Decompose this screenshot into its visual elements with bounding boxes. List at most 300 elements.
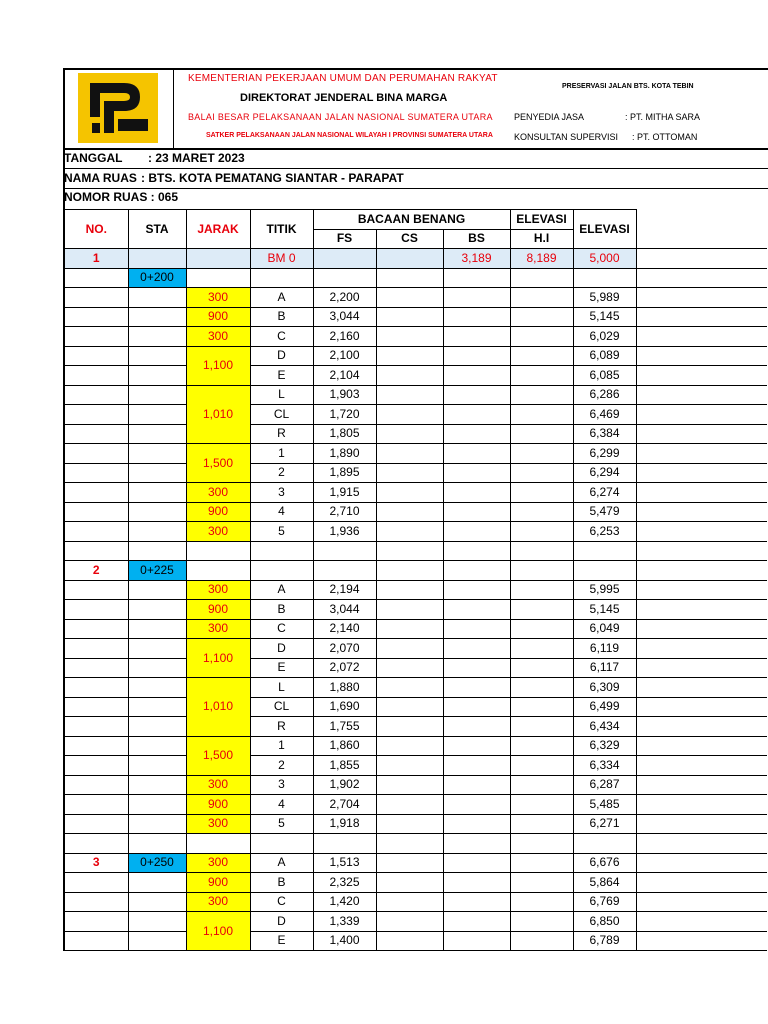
bs-cell [443,775,510,795]
hi-cell [510,853,573,873]
spacer-cell [376,834,443,854]
row-tail [636,502,767,522]
row-tail [636,658,767,678]
sta-blank [128,892,186,912]
table-row [64,522,767,542]
hi-cell [510,912,573,932]
spacer-cell [128,834,186,854]
bs-cell [443,736,510,756]
elevasi-cell: 6,469 [573,405,636,425]
row-tail [636,385,767,405]
sta-blank [128,697,186,717]
sta-blank [128,405,186,425]
bm-fs [313,249,376,269]
fs-cell: 2,200 [313,288,376,308]
info-divider [63,168,768,169]
fs-cell: 1,903 [313,385,376,405]
row-tail [636,522,767,542]
table-row [64,346,767,366]
sta-blank [376,561,443,581]
bm-jarak [186,249,250,269]
fs-cell: 2,160 [313,327,376,347]
table-row [64,814,767,834]
table-row [64,658,767,678]
fs-cell: 1,690 [313,697,376,717]
cs-cell [376,697,443,717]
bs-cell [443,639,510,659]
table-row [64,307,767,327]
elevasi-cell: 6,499 [573,697,636,717]
no-blank [64,405,128,425]
bs-cell [443,366,510,386]
sta-row [64,853,767,873]
sta-blank [443,268,510,288]
bs-cell [443,307,510,327]
bs-cell [443,873,510,893]
jarak-cell: 900 [186,307,250,327]
no-blank [64,522,128,542]
sta-blank [128,931,186,951]
titik-cell: 5 [250,814,313,834]
spacer-cell [573,834,636,854]
table-row [64,697,767,717]
titik-cell: 1 [250,736,313,756]
col-cs: CS [376,229,443,249]
row-tail [636,541,767,561]
jarak-cell: 1,010 [186,385,250,444]
titik-cell: C [250,892,313,912]
hi-cell [510,405,573,425]
titik-cell: A [250,288,313,308]
hi-cell [510,444,573,464]
bs-cell [443,444,510,464]
no-blank [64,736,128,756]
bs-cell [443,600,510,620]
titik-cell: 2 [250,463,313,483]
provider-value: : PT. MITHA SARA [625,112,701,122]
fs-cell: 2,072 [313,658,376,678]
elevasi-cell: 6,434 [573,717,636,737]
logo-cell [63,68,174,148]
hi-cell [510,658,573,678]
jarak-cell: 900 [186,502,250,522]
table-row [64,424,767,444]
jarak-cell: 1,100 [186,912,250,951]
bm-sta [128,249,186,269]
cs-cell [376,366,443,386]
row-tail [636,678,767,698]
cs-cell [376,522,443,542]
titik-cell: 4 [250,502,313,522]
table-row [64,444,767,464]
row-tail [636,463,767,483]
fs-cell: 1,880 [313,678,376,698]
table-row [64,912,767,932]
no-blank [64,873,128,893]
spacer-cell [313,834,376,854]
jarak-cell: 1,100 [186,346,250,385]
cs-cell [376,931,443,951]
table-row [64,502,767,522]
elevasi-cell: 5,989 [573,288,636,308]
no-blank [64,795,128,815]
row-tail [636,346,767,366]
bs-cell [443,853,510,873]
hi-cell [510,522,573,542]
table-row [64,717,767,737]
fs-cell: 2,140 [313,619,376,639]
elevasi-cell: 6,274 [573,483,636,503]
no-blank [64,912,128,932]
sta-blank [128,444,186,464]
row-tail [636,424,767,444]
spacer-cell [443,541,510,561]
cs-cell [376,717,443,737]
cs-cell [376,756,443,776]
spacer-cell [573,541,636,561]
hi-cell [510,463,573,483]
elevasi-cell: 5,995 [573,580,636,600]
sta-value: 0+250 [128,853,186,873]
hi-cell [510,736,573,756]
table-row [64,366,767,386]
fs-cell: 2,704 [313,795,376,815]
ruas-label: NAMA RUAS [64,171,137,185]
sta-blank [128,385,186,405]
spacer-cell [313,541,376,561]
sta-blank [128,717,186,737]
hi-cell [510,775,573,795]
no-blank [64,931,128,951]
hi-cell [510,600,573,620]
bs-cell [443,405,510,425]
elevasi-cell: 5,479 [573,502,636,522]
jarak-cell: 300 [186,775,250,795]
titik-cell: 2 [250,756,313,776]
jarak-cell: 300 [186,892,250,912]
row-tail [636,814,767,834]
jarak-cell: 1,100 [186,639,250,678]
fs-cell: 2,325 [313,873,376,893]
cs-cell [376,463,443,483]
sta-blank [128,483,186,503]
row-tail [636,288,767,308]
hi-cell [510,814,573,834]
sta-blank [573,268,636,288]
directorate-title: DIREKTORAT JENDERAL BINA MARGA [240,92,448,104]
fs-cell: 1,420 [313,892,376,912]
consultant-label: KONSULTAN SUPERVISI [514,132,619,142]
sta-blank [128,639,186,659]
table-row [64,639,767,659]
cs-cell [376,658,443,678]
section-no [64,268,128,288]
jarak-cell: 300 [186,522,250,542]
cs-cell [376,307,443,327]
bs-cell [443,717,510,737]
sta-value: 0+200 [128,268,186,288]
sta-blank [128,307,186,327]
bs-cell [443,424,510,444]
table-row [64,405,767,425]
jarak-cell: 300 [186,814,250,834]
titik-cell: 3 [250,775,313,795]
cs-cell [376,678,443,698]
spacer-cell [250,834,313,854]
col-empty [636,210,767,249]
sta-blank [573,561,636,581]
sta-blank [186,561,250,581]
table-row [64,483,767,503]
fs-cell: 1,936 [313,522,376,542]
cs-cell [376,580,443,600]
fs-cell: 1,339 [313,912,376,932]
sta-blank [250,268,313,288]
sta-blank [128,814,186,834]
bs-cell [443,912,510,932]
satker-title: SATKER PELAKSANAAN JALAN NASIONAL WILAYAH I PROVINSI SUMATERA UTARA [206,132,493,139]
row-tail [636,697,767,717]
table-row [64,775,767,795]
no-blank [64,483,128,503]
no-blank [64,639,128,659]
col-fs: FS [313,229,376,249]
no-blank [64,580,128,600]
elevasi-cell: 6,286 [573,385,636,405]
row-tail [636,483,767,503]
bs-cell [443,502,510,522]
section-no: 3 [64,853,128,873]
table-row [64,463,767,483]
fs-cell: 3,044 [313,307,376,327]
row-tail [636,717,767,737]
sta-blank [128,502,186,522]
elevasi-cell: 6,294 [573,463,636,483]
cs-cell [376,600,443,620]
elevasi-cell: 6,089 [573,346,636,366]
fs-cell: 1,902 [313,775,376,795]
elevasi-cell: 6,384 [573,424,636,444]
cs-cell [376,814,443,834]
elevasi-cell: 5,864 [573,873,636,893]
fs-cell: 2,070 [313,639,376,659]
sta-blank [128,366,186,386]
row-tail [636,892,767,912]
row-tail [636,775,767,795]
spacer-cell [443,834,510,854]
bs-cell [443,580,510,600]
table-row [64,931,767,951]
no-blank [64,697,128,717]
col-bacaan: BACAAN BENANG [313,210,510,230]
row-tail [636,366,767,386]
no-blank [64,385,128,405]
table-row [64,580,767,600]
table-row [64,327,767,347]
titik-cell: 3 [250,483,313,503]
table-row [64,873,767,893]
sta-blank [128,580,186,600]
row-tail [636,873,767,893]
sta-blank [313,561,376,581]
sta-row [64,561,767,581]
bm-bs: 3,189 [443,249,510,269]
no-blank [64,600,128,620]
bs-cell [443,288,510,308]
titik-cell: D [250,346,313,366]
titik-cell: B [250,307,313,327]
bm-row [64,249,767,269]
col-sta: STA [128,210,186,249]
titik-cell: D [250,639,313,659]
provider-label: PENYEDIA JASA [514,112,585,122]
row-tail [636,853,767,873]
elevasi-cell: 6,769 [573,892,636,912]
hi-cell [510,288,573,308]
fs-cell: 1,860 [313,736,376,756]
elevasi-cell: 5,145 [573,307,636,327]
titik-cell: L [250,678,313,698]
bs-cell [443,697,510,717]
titik-cell: 5 [250,522,313,542]
elevasi-cell: 5,485 [573,795,636,815]
sta-blank [250,561,313,581]
table-row [64,385,767,405]
jarak-cell: 300 [186,288,250,308]
row-tail [636,756,767,776]
spacer-cell [250,541,313,561]
sta-blank [128,873,186,893]
table-row [64,756,767,776]
elevasi-cell: 6,287 [573,775,636,795]
row-tail [636,444,767,464]
jarak-cell: 1,500 [186,736,250,775]
sta-blank [128,658,186,678]
fs-cell: 2,194 [313,580,376,600]
no-blank [64,756,128,776]
sta-blank [128,795,186,815]
sta-blank [443,561,510,581]
bm-titik: BM 0 [250,249,313,269]
row-tail [636,600,767,620]
sta-blank [128,522,186,542]
fs-cell: 1,918 [313,814,376,834]
fs-cell: 2,104 [313,366,376,386]
jarak-cell: 900 [186,795,250,815]
spacer-cell [186,541,250,561]
jarak-cell: 1,500 [186,444,250,483]
hi-cell [510,678,573,698]
sta-blank [186,268,250,288]
ministry-title: KEMENTERIAN PEKERJAAN UMUM DAN PERUMAHAN RAKYAT [188,73,498,84]
cs-cell [376,405,443,425]
hi-cell [510,697,573,717]
cs-cell [376,912,443,932]
cs-cell [376,385,443,405]
sta-blank [128,756,186,776]
cs-cell [376,892,443,912]
bs-cell [443,814,510,834]
bm-elevasi: 5,000 [573,249,636,269]
no-blank [64,658,128,678]
no-blank [64,327,128,347]
col-no: NO. [64,210,128,249]
cs-cell [376,619,443,639]
titik-cell: C [250,327,313,347]
no-blank [64,444,128,464]
sta-blank [128,619,186,639]
bs-cell [443,756,510,776]
no-blank [64,346,128,366]
cs-cell [376,502,443,522]
elevasi-cell: 6,329 [573,736,636,756]
fs-cell: 2,100 [313,346,376,366]
elevasi-cell: 6,334 [573,756,636,776]
bs-cell [443,892,510,912]
sta-blank [128,912,186,932]
cs-cell [376,795,443,815]
hi-cell [510,639,573,659]
fs-cell: 1,895 [313,463,376,483]
sta-blank [128,600,186,620]
section-no: 2 [64,561,128,581]
spacer-cell [376,541,443,561]
titik-cell: E [250,658,313,678]
no-blank [64,678,128,698]
bs-cell [443,327,510,347]
titik-cell: 1 [250,444,313,464]
bs-cell [443,931,510,951]
bm-cs [376,249,443,269]
jarak-cell: 300 [186,327,250,347]
titik-cell: CL [250,405,313,425]
sta-blank [128,327,186,347]
titik-cell: A [250,580,313,600]
titik-cell: L [250,385,313,405]
no-blank [64,366,128,386]
spacer-no [64,541,128,561]
hi-cell [510,892,573,912]
elevasi-cell: 6,119 [573,639,636,659]
row-tail [636,736,767,756]
sta-blank [376,268,443,288]
jarak-cell: 900 [186,873,250,893]
titik-cell: E [250,366,313,386]
jarak-cell: 300 [186,580,250,600]
cs-cell [376,288,443,308]
elevasi-cell: 6,299 [573,444,636,464]
elevasi-cell: 6,676 [573,853,636,873]
elevasi-cell: 6,085 [573,366,636,386]
bs-cell [443,795,510,815]
sta-row [64,268,767,288]
elevasi-cell: 5,145 [573,600,636,620]
elevasi-cell: 6,049 [573,619,636,639]
hi-cell [510,327,573,347]
titik-cell: B [250,873,313,893]
table-row [64,288,767,308]
spacer-row [64,834,767,854]
sta-blank [510,561,573,581]
titik-cell: A [250,853,313,873]
fs-cell: 1,805 [313,424,376,444]
sta-blank [128,463,186,483]
hi-cell [510,619,573,639]
pu-logo-icon [78,73,158,143]
jarak-cell: 900 [186,600,250,620]
elevasi-cell: 6,309 [573,678,636,698]
info-divider [63,188,768,189]
